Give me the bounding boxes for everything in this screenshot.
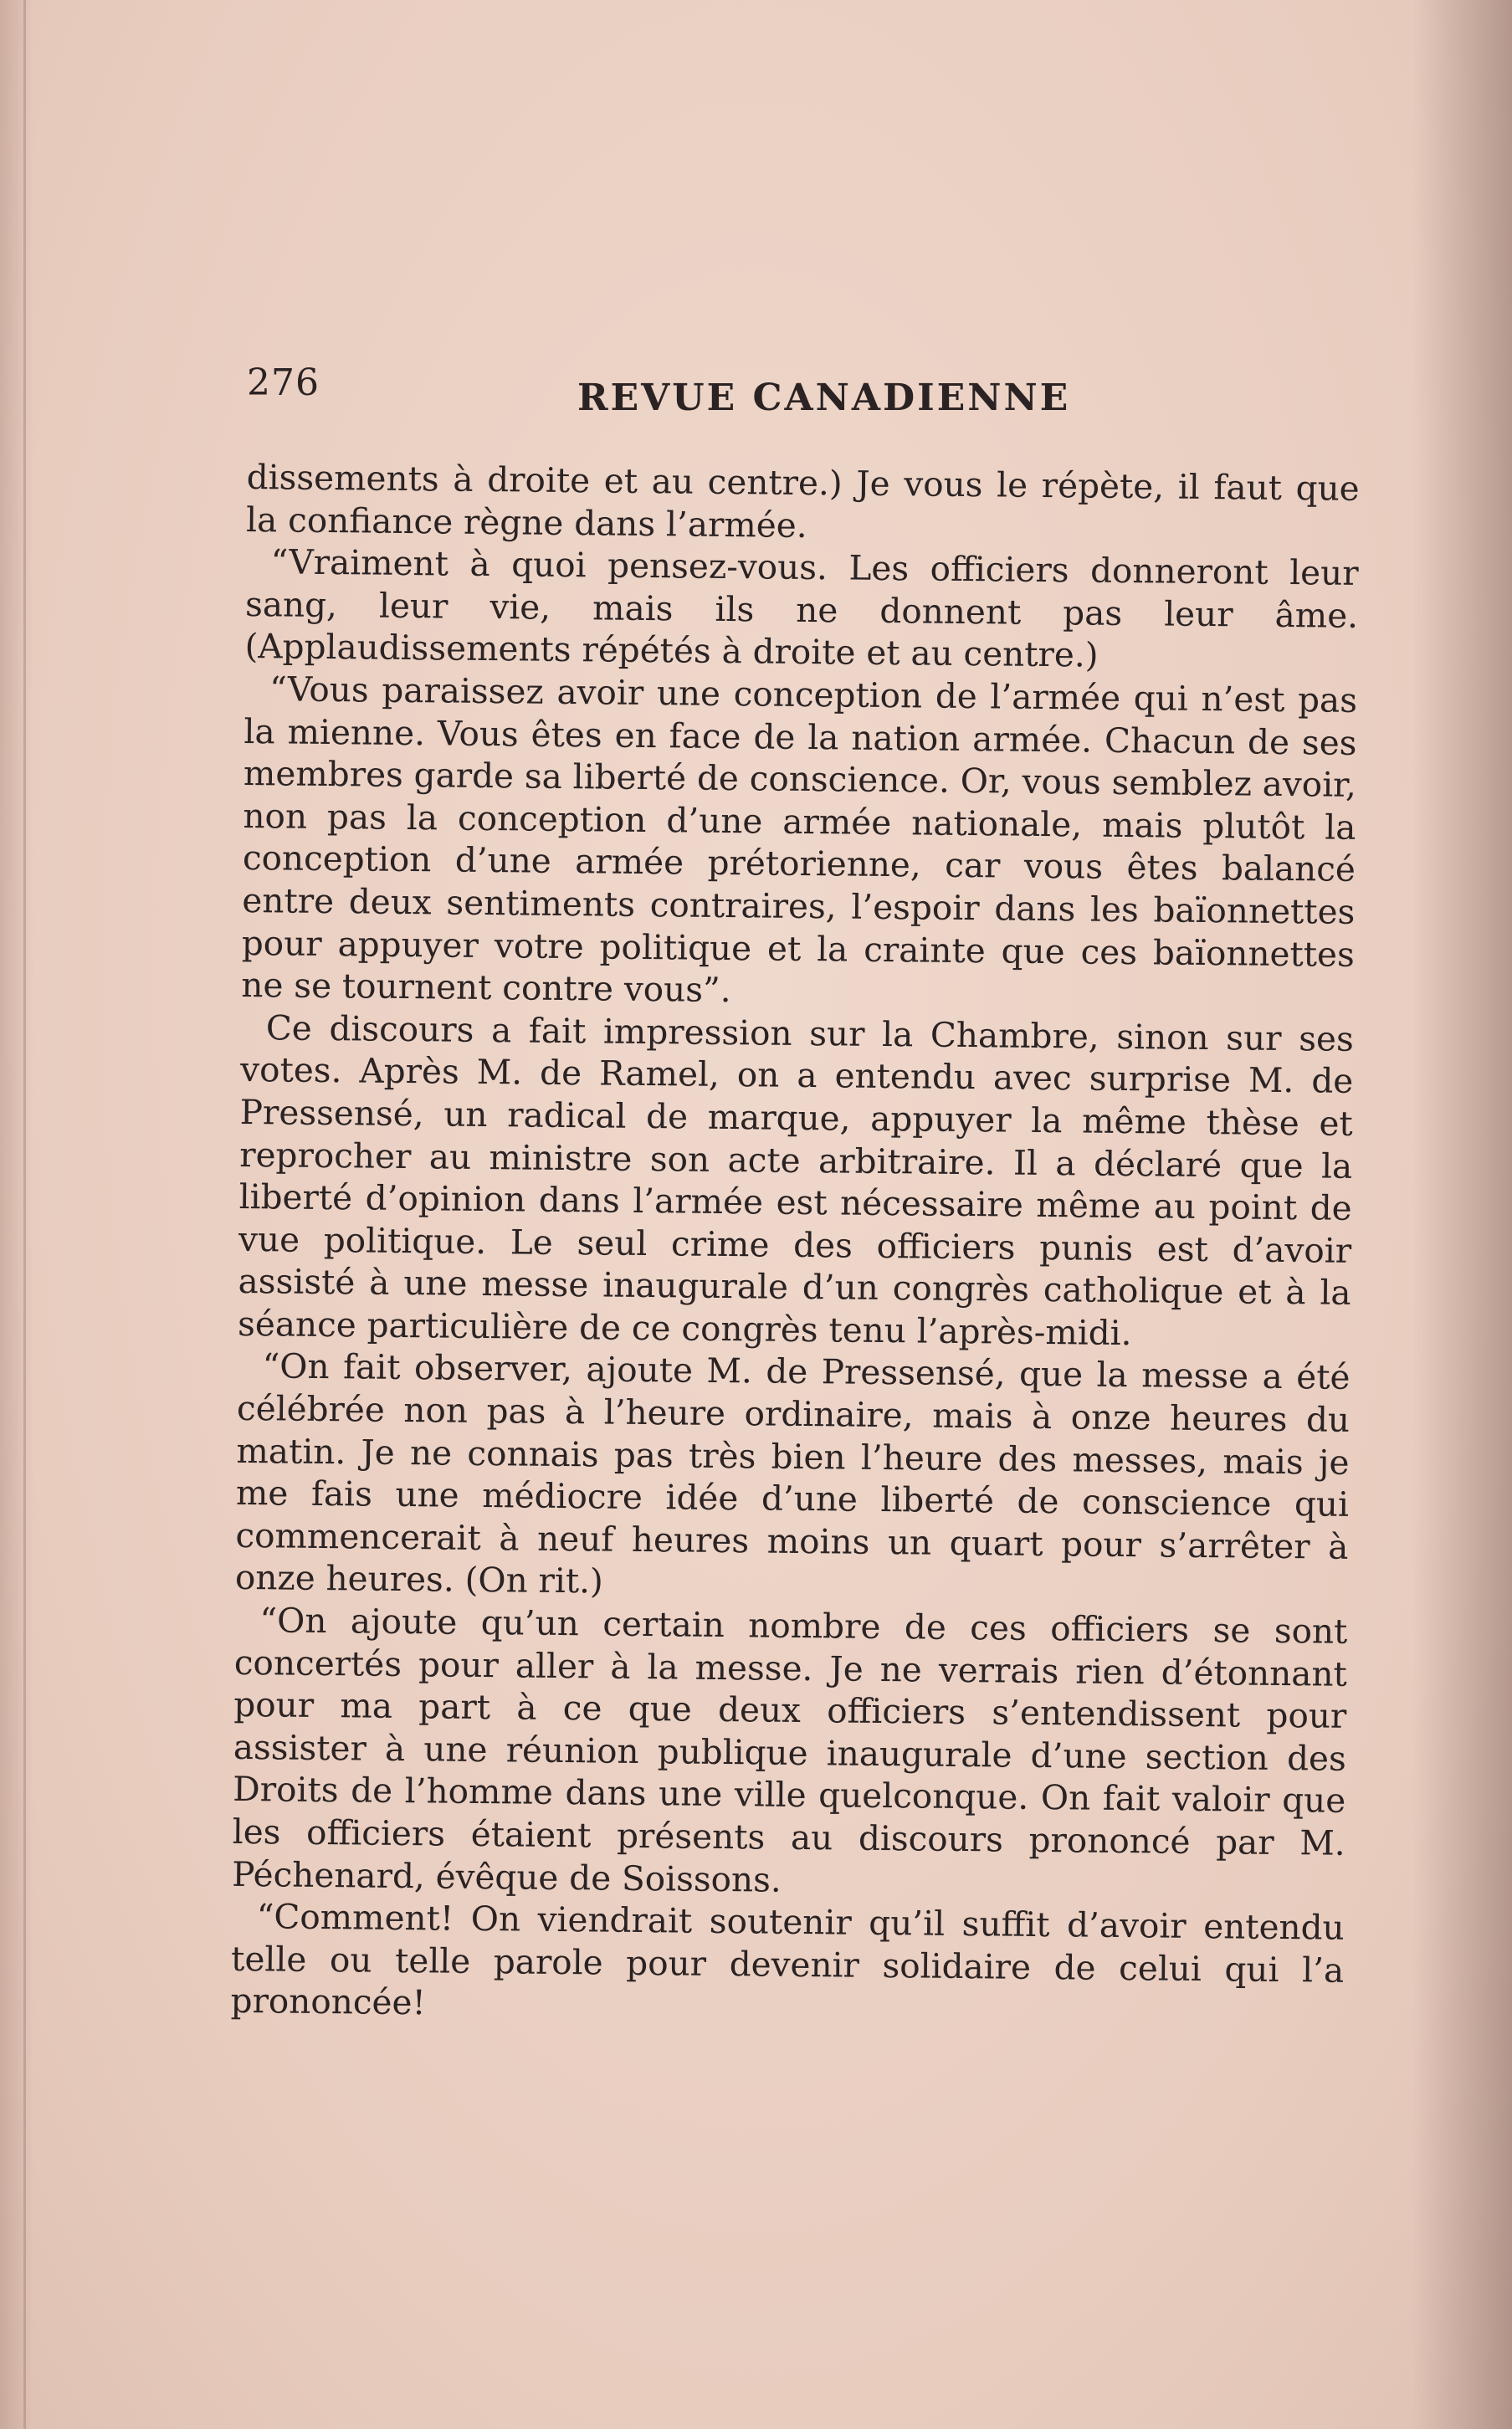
paragraph: “On ajoute qu’un certain nombre de ces officiers se sont concertés pour aller à la messe. Je ne verrais rien d’étonnant pour ma part à ce que deux officiers s’entendissent pour assister à une réunion publique inaugurale d’une section des Droits de l’homme dans une ville quelconque. On fait valoir que les officiers étaient présents au discours prononcé par M. Péchenard, évêque de Soissons. <box>232 1600 1348 1900</box>
paragraph: “Vraiment à quoi pensez-vous. Les officiers donneront leur sang, leur vie, mais ils ne donnent pas leur âme. (Applaudissements répétés à droite et au centre.) <box>244 541 1359 676</box>
paragraph: Ce discours a fait impression sur la Chambre, sinon sur ses votes. Après M. de Ramel, on a entendu avec surprise M. de Pressensé, un radical de marque, appuyer la même thèse et reprocher au ministre son acte arbitraire. Il a déclaré que la liberté d’opinion dans l’armée est nécessaire même au point de vue politique. Le seul crime des officiers punis est d’avoir assisté à une messe inaugurale d’un congrès catholique et à la séance particulière de ce congrès tenu l’après-midi. <box>237 1007 1355 1354</box>
paragraph-continuation: dissements à droite et au centre.) Je vous le répète, il faut que la confiance règne dans l’armée. <box>245 456 1360 546</box>
body-text <box>230 456 1360 2034</box>
running-title: REVUE CANADIENNE <box>577 377 1071 419</box>
page-header <box>247 361 1335 428</box>
paragraph: “Vous paraissez avoir une conception de l’armée qui n’est pas la mienne. Vous êtes en face de la nation armée. Chacun de ses membres garde sa liberté de conscience. Or, vous semblez avoir, non pas la conception d’une armée nationale, mais plutôt la conception d’une armée prétorienne, car vous êtes balancé entre deux sentiments contraires, l’espoir dans les baïonnettes pour appuyer votre politique et la crainte que ces baïonnettes ne se tournent contre vous”. <box>241 669 1358 1011</box>
page-number: 276 <box>247 361 320 404</box>
paragraph: “Comment! On viendrait soutenir qu’il suffit d’avoir entendu telle ou telle parole pour devenir solidaire de celui qui l’a prononcée! <box>230 1896 1345 2023</box>
page-binding-edge <box>23 0 26 2429</box>
paragraph: “On fait observer, ajoute M. de Pressensé, que la messe a été célébrée non pas à l’heure ordinaire, mais à onze heures du matin. Je ne connais pas très bien l’heure des messes, mais je me fais une médiocre idée d’une liberté de conscience qui commencerait à neuf heures moins un quart pour s’arrêter à onze heures. (On rit.) <box>234 1345 1351 1601</box>
